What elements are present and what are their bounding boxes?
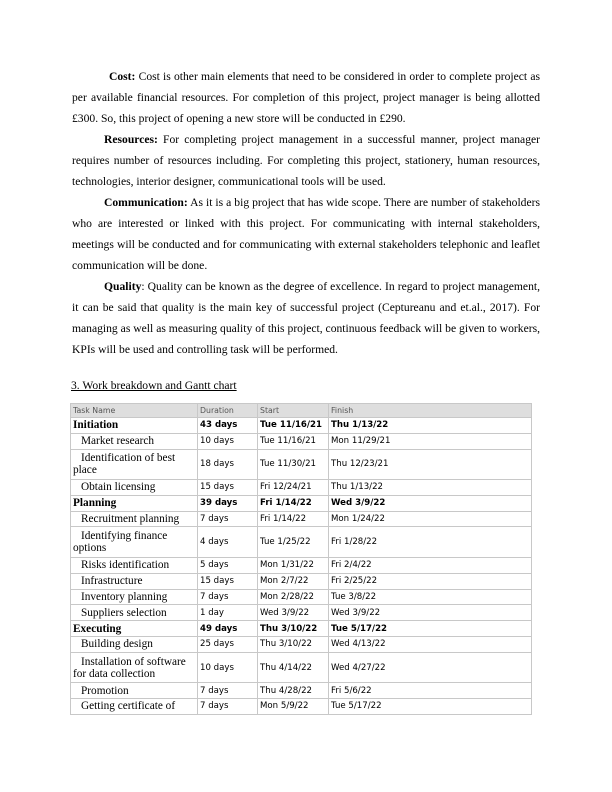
header-start: Start bbox=[258, 404, 329, 418]
finish-cell: Tue 3/8/22 bbox=[329, 589, 532, 605]
start-cell: Fri 12/24/21 bbox=[258, 480, 329, 496]
task-name-cell: Executing bbox=[71, 621, 198, 637]
task-name-text: Identification of best place bbox=[73, 452, 176, 477]
table-row-summary bbox=[71, 418, 532, 434]
finish-cell: Thu 1/13/22 bbox=[329, 418, 532, 434]
start-cell: Fri 1/14/22 bbox=[258, 495, 329, 511]
start-cell: Thu 3/10/22 bbox=[258, 621, 329, 637]
start-cell: Mon 2/7/22 bbox=[258, 573, 329, 589]
start-cell: Thu 4/28/22 bbox=[258, 683, 329, 699]
task-name-cell: Market research bbox=[71, 433, 198, 449]
task-name-cell: Promotion bbox=[71, 683, 198, 699]
paragraph-communication bbox=[72, 192, 540, 276]
table-row bbox=[71, 511, 532, 527]
table-row bbox=[71, 683, 532, 699]
start-cell: Tue 11/30/21 bbox=[258, 449, 329, 480]
header-finish: Finish bbox=[329, 404, 532, 418]
task-name-cell: Obtain licensing bbox=[71, 480, 198, 496]
paragraph-lead: Quality bbox=[104, 280, 142, 293]
task-name-cell: Planning bbox=[71, 495, 198, 511]
duration-cell: 15 days bbox=[198, 573, 258, 589]
table-row bbox=[71, 699, 532, 715]
task-name-cell: Risks identification bbox=[71, 557, 198, 573]
finish-cell: Fri 1/28/22 bbox=[329, 527, 532, 558]
task-name-cell: Getting certificate of bbox=[71, 699, 198, 715]
paragraph-lead: Resources: bbox=[104, 133, 158, 146]
start-cell: Tue 1/25/22 bbox=[258, 527, 329, 558]
task-name-cell bbox=[71, 527, 198, 558]
task-name-cell: Suppliers selection bbox=[71, 605, 198, 621]
duration-cell: 49 days bbox=[198, 621, 258, 637]
duration-cell: 43 days bbox=[198, 418, 258, 434]
section-heading: 3. Work breakdown and Gantt chart bbox=[71, 379, 237, 392]
task-name-cell: Inventory planning bbox=[71, 589, 198, 605]
table-row-summary bbox=[71, 621, 532, 637]
finish-cell: Fri 2/4/22 bbox=[329, 557, 532, 573]
table-body bbox=[71, 418, 532, 715]
duration-cell: 1 day bbox=[198, 605, 258, 621]
table-row bbox=[71, 589, 532, 605]
finish-cell: Fri 2/25/22 bbox=[329, 573, 532, 589]
paragraph-body: Cost is other main elements that need to be considered in order to complete project as per available financial resources. For completion of this project, project manager is being allotted £300. So, this project of opening a new store will be conducted in £290. bbox=[72, 70, 540, 125]
table-row bbox=[71, 527, 532, 558]
task-name-text: Installation of software for data collection bbox=[73, 655, 186, 680]
body-text bbox=[72, 66, 540, 360]
start-cell: Tue 11/16/21 bbox=[258, 433, 329, 449]
duration-cell: 18 days bbox=[198, 449, 258, 480]
finish-cell: Wed 4/27/22 bbox=[329, 652, 532, 683]
paragraph-quality bbox=[72, 276, 540, 360]
paragraph-cost bbox=[72, 66, 540, 129]
start-cell: Thu 3/10/22 bbox=[258, 636, 329, 652]
start-cell: Mon 5/9/22 bbox=[258, 699, 329, 715]
finish-cell: Thu 12/23/21 bbox=[329, 449, 532, 480]
finish-cell: Thu 1/13/22 bbox=[329, 480, 532, 496]
table-row bbox=[71, 636, 532, 652]
table-row bbox=[71, 573, 532, 589]
finish-cell: Fri 5/6/22 bbox=[329, 683, 532, 699]
duration-cell: 7 days bbox=[198, 699, 258, 715]
table-row bbox=[71, 652, 532, 683]
finish-cell: Wed 3/9/22 bbox=[329, 605, 532, 621]
paragraph-resources bbox=[72, 129, 540, 192]
duration-cell: 7 days bbox=[198, 511, 258, 527]
finish-cell: Wed 4/13/22 bbox=[329, 636, 532, 652]
table-row bbox=[71, 557, 532, 573]
paragraph-lead: Communication: bbox=[104, 196, 188, 209]
task-name-cell: Building design bbox=[71, 636, 198, 652]
start-cell: Fri 1/14/22 bbox=[258, 511, 329, 527]
duration-cell: 4 days bbox=[198, 527, 258, 558]
finish-cell: Mon 1/24/22 bbox=[329, 511, 532, 527]
header-duration: Duration bbox=[198, 404, 258, 418]
table-row bbox=[71, 449, 532, 480]
finish-cell: Mon 11/29/21 bbox=[329, 433, 532, 449]
start-cell: Wed 3/9/22 bbox=[258, 605, 329, 621]
duration-cell: 7 days bbox=[198, 589, 258, 605]
header-task-name: Task Name bbox=[71, 404, 198, 418]
start-cell: Mon 1/31/22 bbox=[258, 557, 329, 573]
task-name-cell: Initiation bbox=[71, 418, 198, 434]
task-name-cell bbox=[71, 652, 198, 683]
task-name-cell: Infrastructure bbox=[71, 573, 198, 589]
task-name-cell: Recruitment planning bbox=[71, 511, 198, 527]
paragraph-lead: Cost: bbox=[109, 70, 136, 83]
paragraph-body: As it is a big project that has wide scope. There are number of stakeholders who are interested or linked with this project. For communicating with internal stakeholders, meetings will be conducted and for communicating with external stakeholders telephonic and leaflet communication will be done. bbox=[72, 196, 540, 272]
duration-cell: 10 days bbox=[198, 433, 258, 449]
duration-cell: 7 days bbox=[198, 683, 258, 699]
table-row bbox=[71, 605, 532, 621]
duration-cell: 25 days bbox=[198, 636, 258, 652]
table-row bbox=[71, 480, 532, 496]
start-cell: Mon 2/28/22 bbox=[258, 589, 329, 605]
duration-cell: 10 days bbox=[198, 652, 258, 683]
finish-cell: Wed 3/9/22 bbox=[329, 495, 532, 511]
paragraph-body: : Quality can be known as the degree of excellence. In regard to project management, it can be said that quality is the main key of successful project (Ceptureanu and et.al., 2017). For managing as well as measuring quality of this project, continuous feedback will be given to workers, KPIs will be used and controlling task will be performed. bbox=[72, 280, 540, 356]
duration-cell: 39 days bbox=[198, 495, 258, 511]
start-cell: Tue 11/16/21 bbox=[258, 418, 329, 434]
table-row bbox=[71, 433, 532, 449]
work-breakdown-table bbox=[70, 403, 532, 715]
task-name-cell bbox=[71, 449, 198, 480]
start-cell: Thu 4/14/22 bbox=[258, 652, 329, 683]
duration-cell: 15 days bbox=[198, 480, 258, 496]
finish-cell: Tue 5/17/22 bbox=[329, 699, 532, 715]
task-name-text: Identifying finance options bbox=[73, 530, 168, 555]
table-row-summary bbox=[71, 495, 532, 511]
paragraph-body: For completing project management in a successful manner, project manager requires number of resources including. For completing this project, stationery, human resources, technologies, interior designer, communicational tools will be used. bbox=[72, 133, 540, 188]
duration-cell: 5 days bbox=[198, 557, 258, 573]
table-header-row bbox=[71, 404, 532, 418]
finish-cell: Tue 5/17/22 bbox=[329, 621, 532, 637]
